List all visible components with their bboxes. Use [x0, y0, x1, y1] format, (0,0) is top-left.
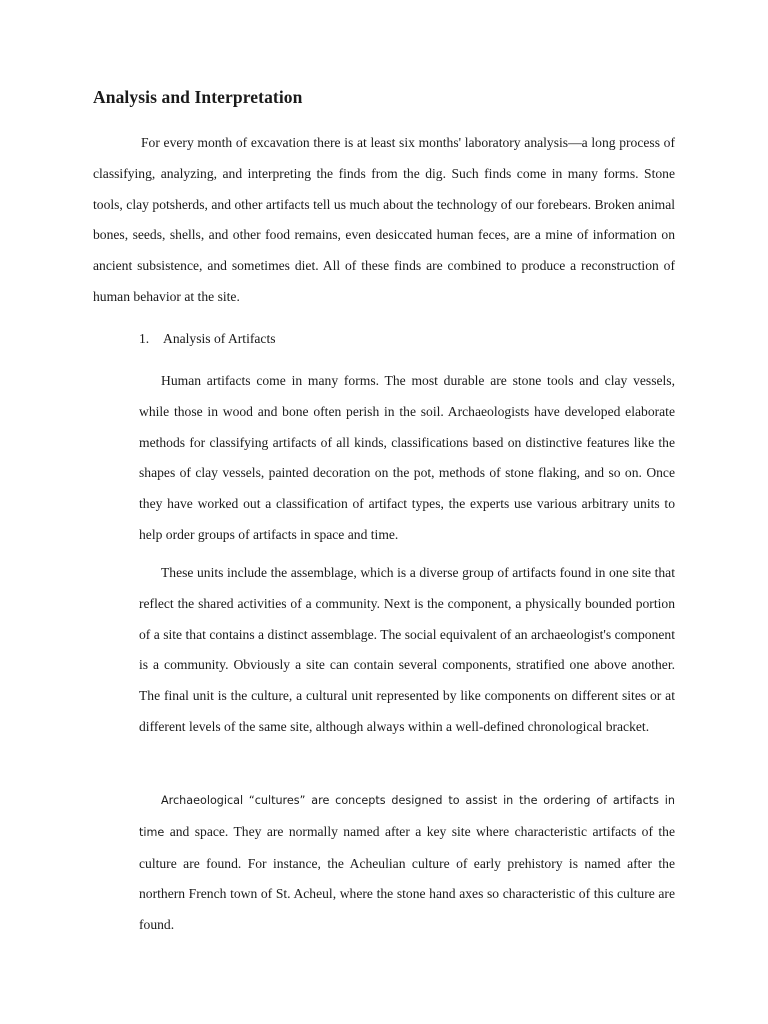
- paragraph-first-line: Archaeological “cultures” are concepts designed to assist in the ordering of artifacts in time: [139, 794, 675, 839]
- page-title: Analysis and Interpretation: [93, 87, 303, 107]
- list-item-label: Analysis of Artifacts: [163, 331, 276, 346]
- list-item-analysis-of-artifacts: [139, 328, 276, 350]
- body-paragraph: These units include the assemblage, which is a diverse group of artifacts found in one site that reflect the shared activities of a community. Next is the component, a physically bounded portion of a site that contains a distinct assemblage. The social equivalent of an archaeologist's component is a community. Obviously a site can contain several components, stratified one above another. The final unit is the culture, a cultural unit represented by like components on different sites or at different levels of the same site, although always within a well-defined chronological bracket.: [139, 565, 675, 734]
- intro-paragraph: For every month of excavation there is at least six months' laboratory analysis—a long process of classifying, analyzing, and interpreting the finds from the dig. Such finds come in many forms. Stone tools, clay potsherds, and other artifacts tell us much about the technology of our forebears. Broken animal bones, seeds, shells, and other food remains, even desiccated human feces, are a mine of information on ancient subsistence, and sometimes diet. All of these finds are combined to produce a reconstruction of human behavior at the site.: [93, 135, 675, 304]
- body-paragraph-last: [139, 785, 675, 941]
- list-item-number: 1.: [139, 331, 150, 346]
- body-paragraph: Human artifacts come in many forms. The most durable are stone tools and clay vessels, while those in wood and bone often perish in the soil. Archaeologists have developed elaborate methods for classifying artifacts of all kinds, classifications based on distinctive features like the shapes of clay vessels, painted decoration on the pot, methods of stone flaking, and so on. Once they have worked out a classification of artifact types, the experts use various arbitrary units to help order groups of artifacts in space and time.: [139, 373, 675, 542]
- paragraph-continuation: and space. They are normally named after a key site where characteristic artifacts of the culture are found. For instance, the Acheulian culture of early prehistory is named after the northern French town of St. Acheul, where the stone hand axes so characteristic of this culture are found.: [139, 823, 676, 933]
